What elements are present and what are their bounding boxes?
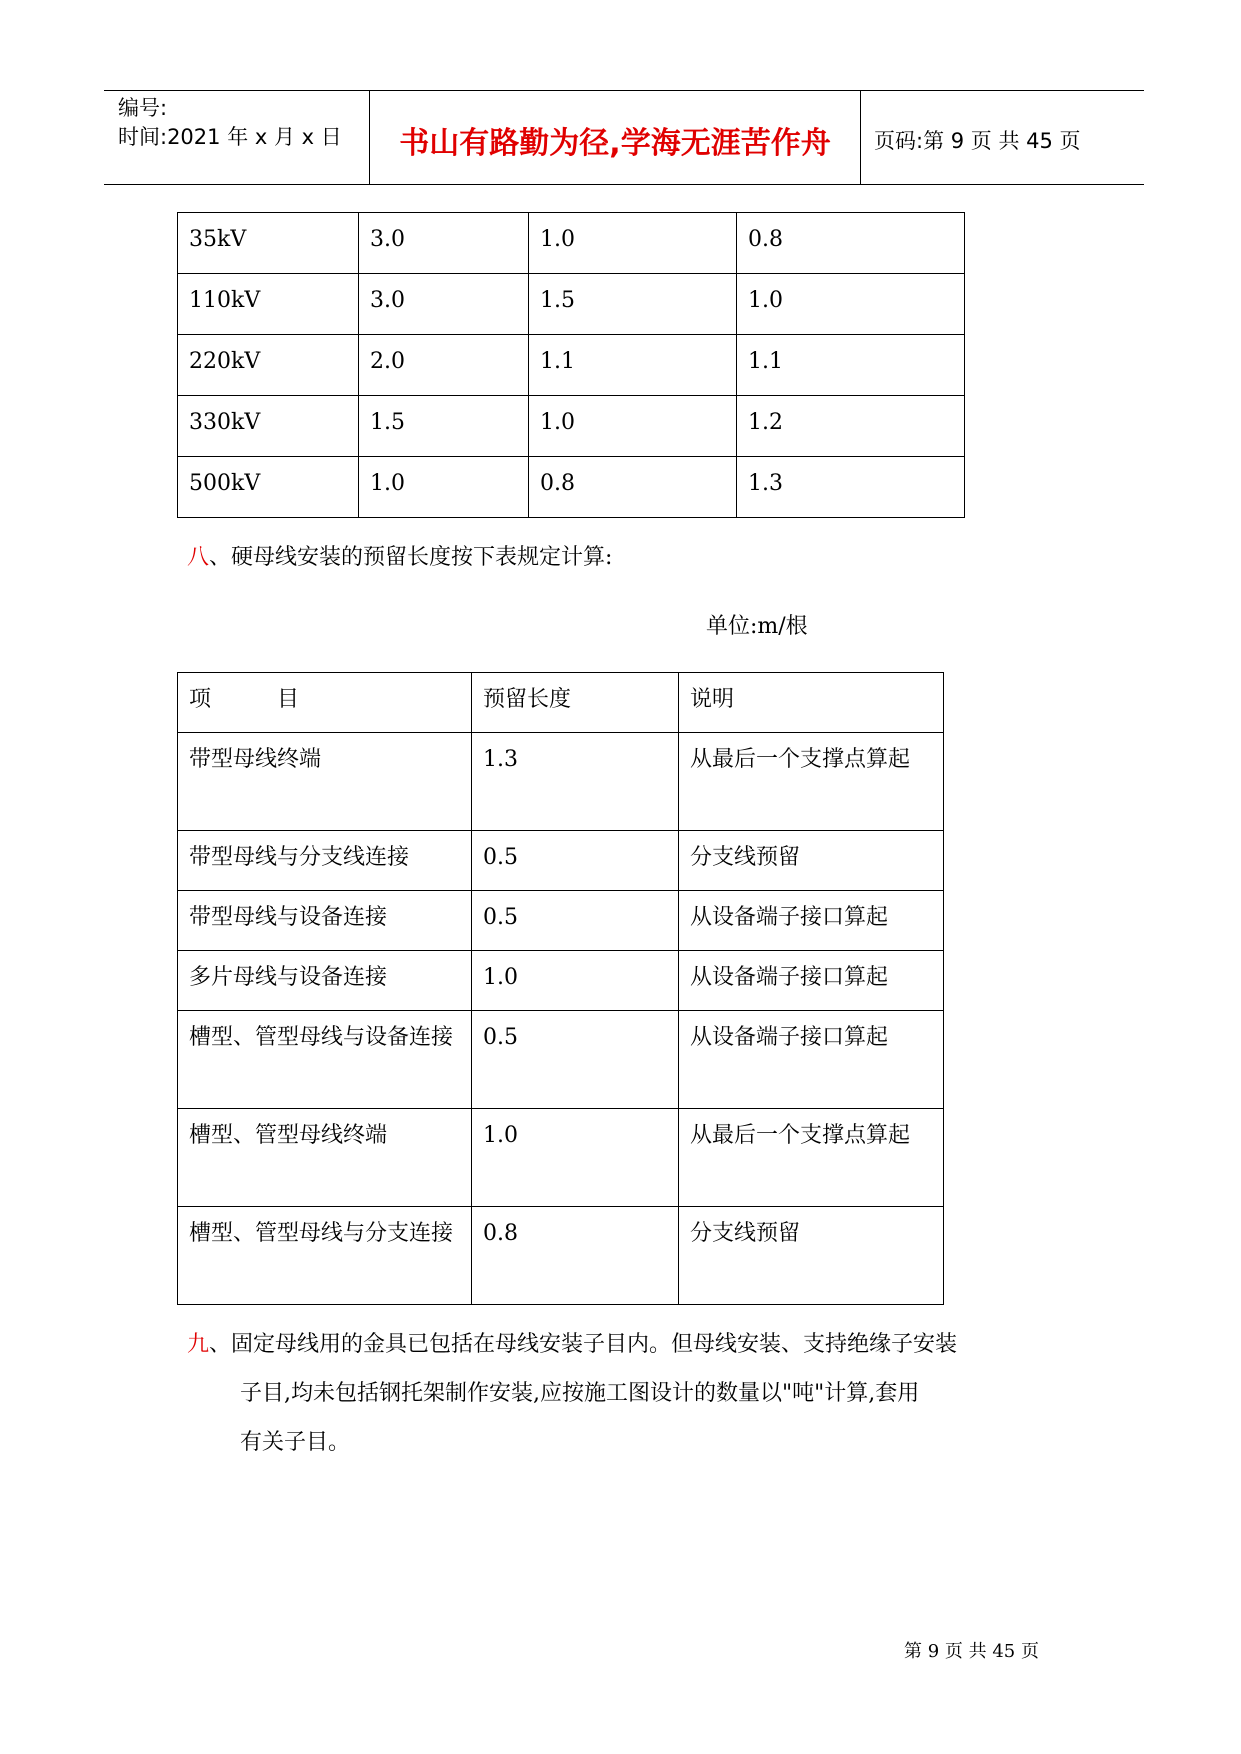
table-cell: 0.5 xyxy=(472,1011,679,1109)
column-header: 预留长度 xyxy=(472,673,679,733)
table-cell: 3.0 xyxy=(359,274,529,335)
header-motto: 书山有路勤为径,学海无涯苦作舟 xyxy=(399,126,831,161)
section-9-number: 九 xyxy=(187,1332,210,1357)
table-cell: 带型母线与设备连接 xyxy=(178,891,472,951)
section-9-line-2: 子目,均未包括钢托架制作安装,应按施工图设计的数量以"吨"计算,套用 xyxy=(240,1381,920,1406)
doc-number-label: 编号: xyxy=(118,96,168,120)
table-cell: 1.0 xyxy=(472,1109,679,1207)
header-top-rule xyxy=(104,90,1144,91)
table-cell: 1.0 xyxy=(737,274,965,335)
table-header-row xyxy=(178,673,944,733)
table-cell: 35kV xyxy=(178,213,359,274)
table-cell: 槽型、管型母线与分支连接 xyxy=(178,1207,472,1305)
section-8-text: 、硬母线安装的预留长度按下表规定计算: xyxy=(209,545,613,570)
table-cell: 2.0 xyxy=(359,335,529,396)
table-cell: 从设备端子接口算起 xyxy=(679,891,944,951)
table-row xyxy=(178,733,944,831)
table-cell: 1.5 xyxy=(529,274,737,335)
voltage-table xyxy=(177,212,965,518)
table-row xyxy=(178,831,944,891)
table-cell: 0.5 xyxy=(472,831,679,891)
table-row xyxy=(178,891,944,951)
section-9-line-1 xyxy=(187,1327,957,1358)
doc-time-label: 时间:2021 年 x 月 x 日 xyxy=(118,125,342,149)
header-divider-right xyxy=(860,90,861,184)
table-cell: 0.8 xyxy=(737,213,965,274)
table-cell: 1.0 xyxy=(529,213,737,274)
table-cell: 分支线预留 xyxy=(679,1207,944,1305)
header-bottom-rule xyxy=(104,184,1144,185)
table-cell: 1.2 xyxy=(737,396,965,457)
busbar-reserve-table xyxy=(177,672,944,1305)
table-cell: 3.0 xyxy=(359,213,529,274)
section-9-text-1: 、固定母线用的金具已包括在母线安装子目内。但母线安装、支持绝缘子安装 xyxy=(209,1332,958,1357)
table-cell: 从设备端子接口算起 xyxy=(679,1011,944,1109)
table-cell: 从设备端子接口算起 xyxy=(679,951,944,1011)
table-cell: 带型母线终端 xyxy=(178,733,472,831)
column-header: 说明 xyxy=(679,673,944,733)
section-8-heading xyxy=(187,540,612,571)
page-number-label: 页码:第 9 页 共 45 页 xyxy=(874,129,1081,153)
table-row xyxy=(178,274,965,335)
table-cell: 0.8 xyxy=(529,457,737,518)
table-cell: 500kV xyxy=(178,457,359,518)
table-row xyxy=(178,396,965,457)
table-row xyxy=(178,335,965,396)
table-row xyxy=(178,951,944,1011)
section-8-number: 八 xyxy=(187,545,210,570)
table-cell: 1.0 xyxy=(359,457,529,518)
table-cell: 330kV xyxy=(178,396,359,457)
page-footer: 第 9 页 共 45 页 xyxy=(904,1641,1039,1662)
section-9-line-3: 有关子目。 xyxy=(240,1430,351,1455)
table-cell: 1.3 xyxy=(737,457,965,518)
table-row xyxy=(178,1011,944,1109)
table-cell: 分支线预留 xyxy=(679,831,944,891)
table-cell: 0.8 xyxy=(472,1207,679,1305)
table-cell: 0.5 xyxy=(472,891,679,951)
table-row xyxy=(178,457,965,518)
table-row xyxy=(178,1207,944,1305)
table-cell: 1.0 xyxy=(529,396,737,457)
table-cell: 1.0 xyxy=(472,951,679,1011)
table-cell: 槽型、管型母线与设备连接 xyxy=(178,1011,472,1109)
table-cell: 从最后一个支撑点算起 xyxy=(679,1109,944,1207)
table-cell: 1.1 xyxy=(529,335,737,396)
table-cell: 多片母线与设备连接 xyxy=(178,951,472,1011)
table-cell: 1.3 xyxy=(472,733,679,831)
table-cell: 1.1 xyxy=(737,335,965,396)
column-header: 项 目 xyxy=(178,673,472,733)
table-cell: 带型母线与分支线连接 xyxy=(178,831,472,891)
table-cell: 220kV xyxy=(178,335,359,396)
unit-label: 单位:m/根 xyxy=(706,614,808,639)
table-cell: 1.5 xyxy=(359,396,529,457)
table-cell: 110kV xyxy=(178,274,359,335)
table-cell: 从最后一个支撑点算起 xyxy=(679,733,944,831)
table-row xyxy=(178,213,965,274)
table-cell: 槽型、管型母线终端 xyxy=(178,1109,472,1207)
table-row xyxy=(178,1109,944,1207)
